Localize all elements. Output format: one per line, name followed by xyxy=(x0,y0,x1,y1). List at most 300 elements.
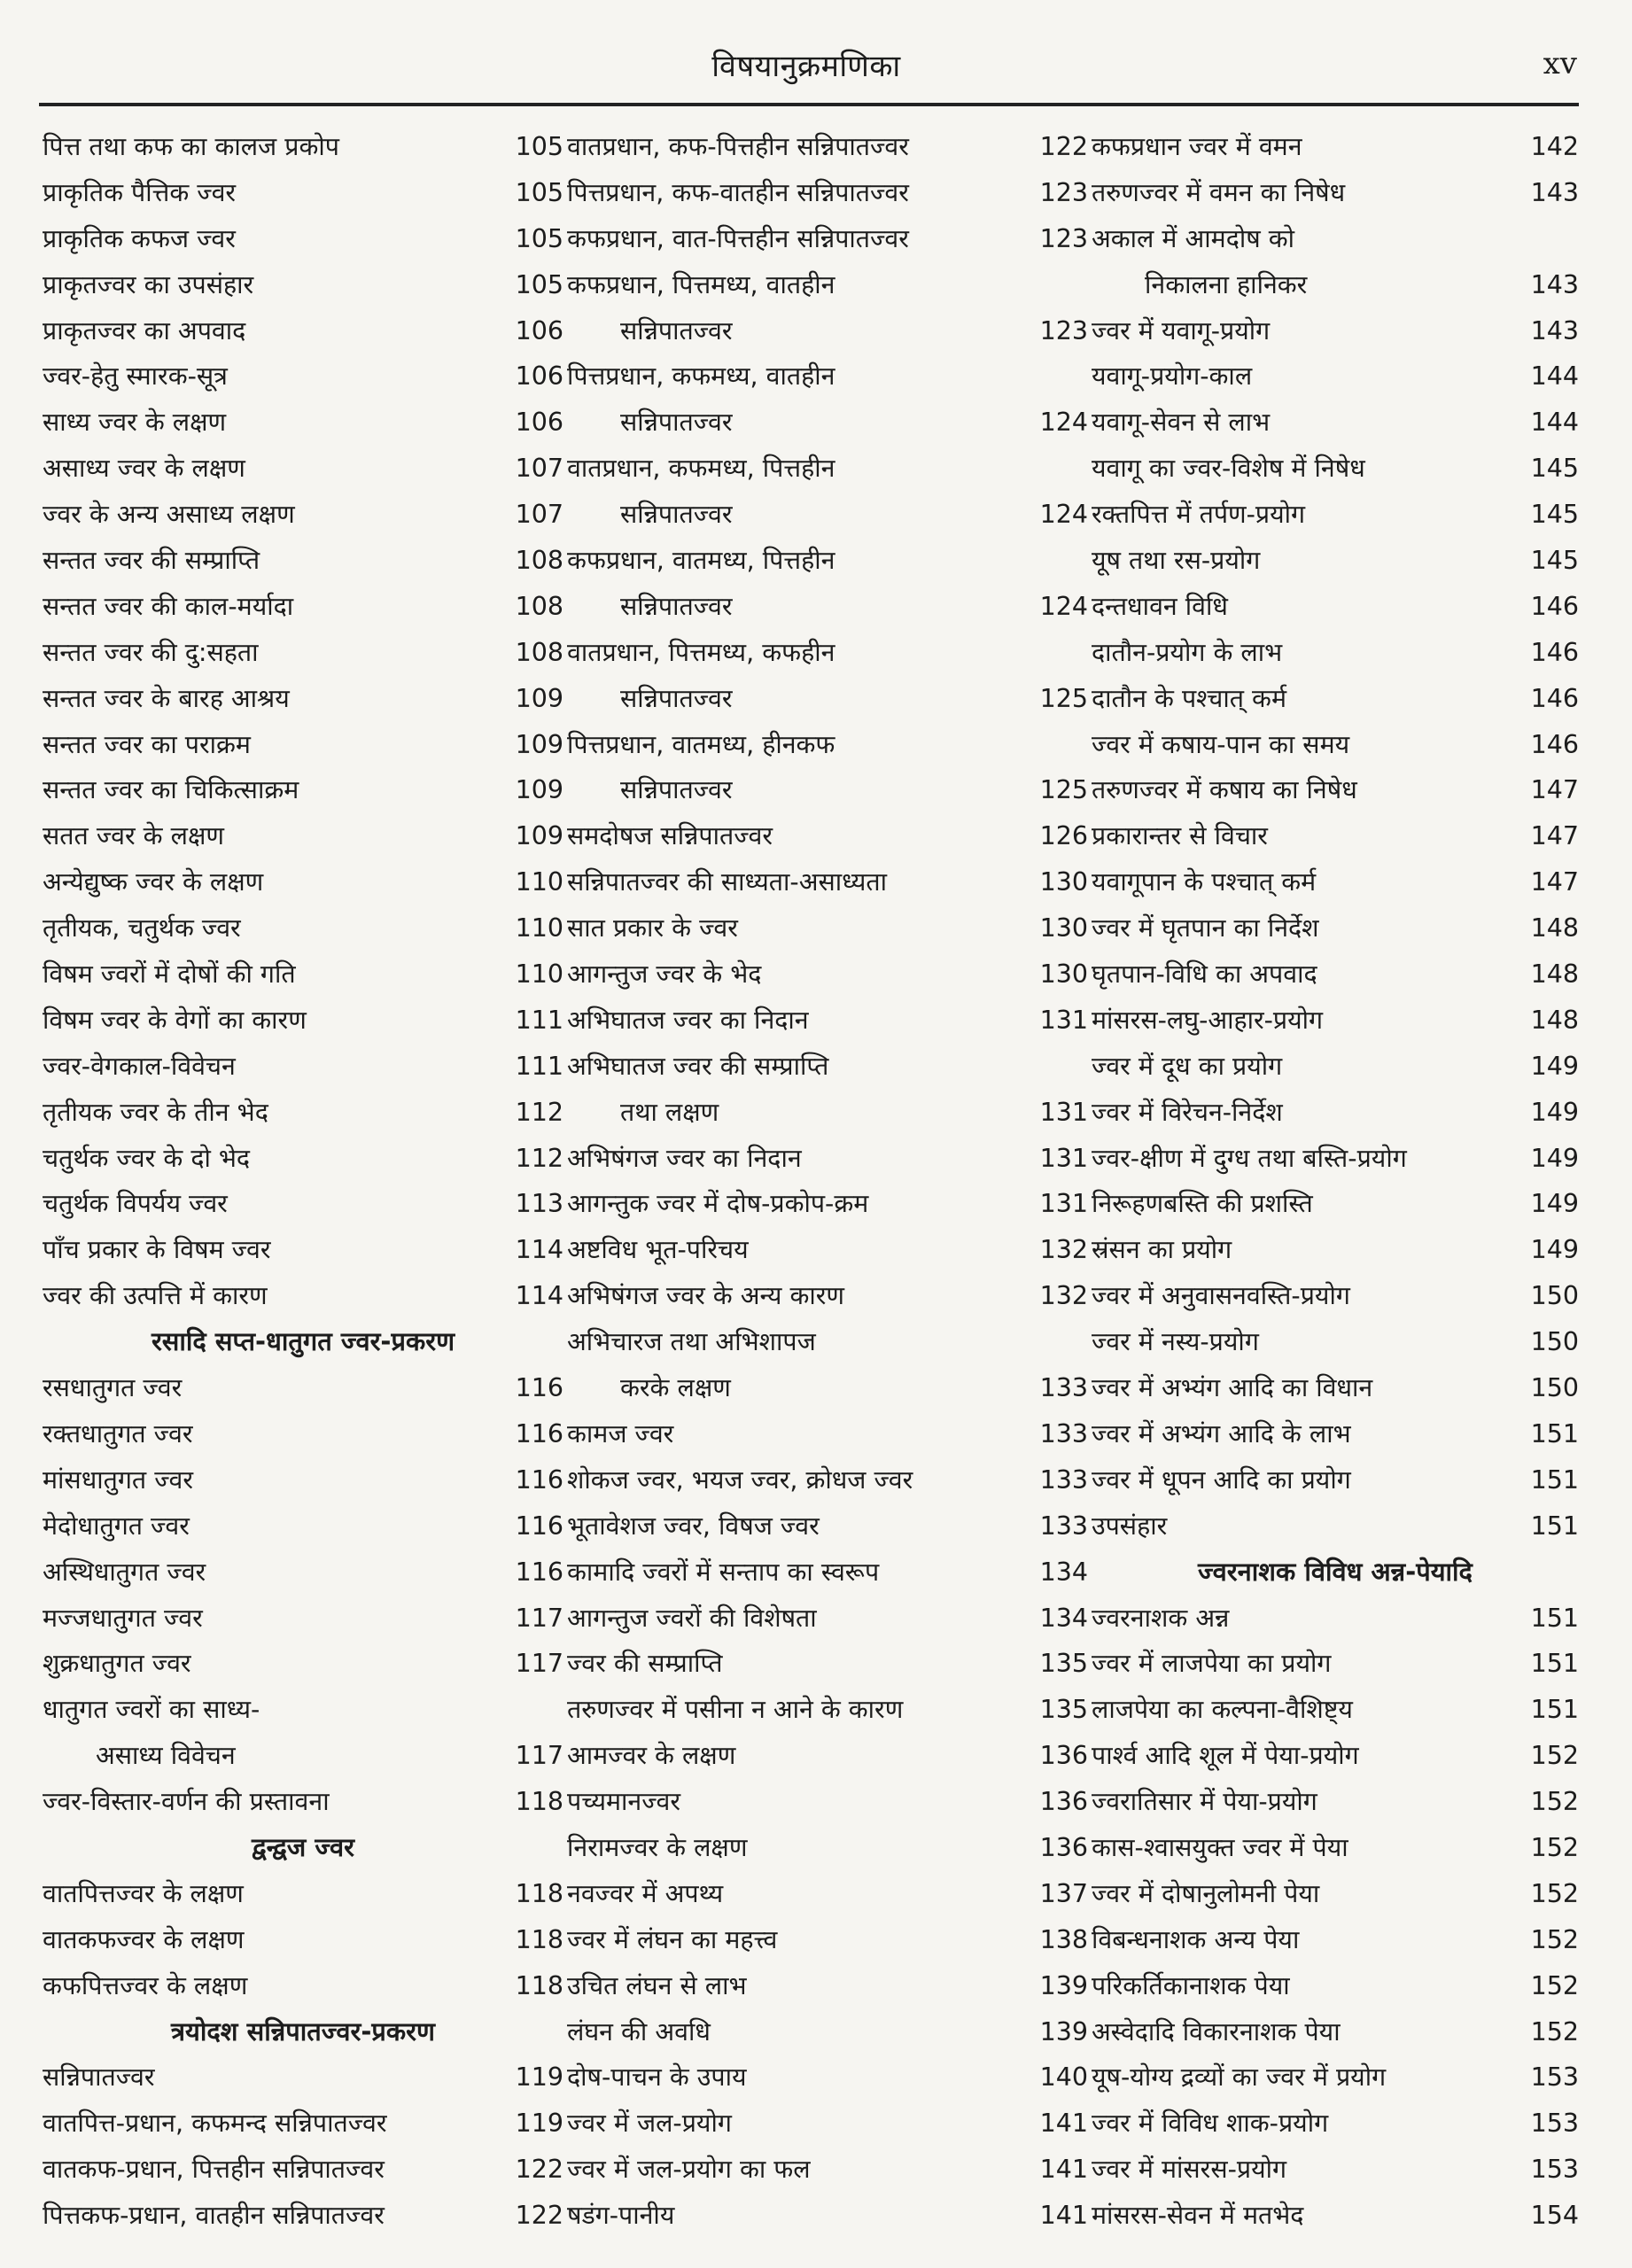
toc-entry-title: प्राकृतिक कफज ज्वर xyxy=(43,223,236,253)
toc-entry xyxy=(1092,1090,1579,1136)
toc-entry-page: 118 xyxy=(515,1970,563,2000)
toc-entry-title: ज्वर की उत्पत्ति में कारण xyxy=(43,1281,268,1311)
toc-entry-title: निरूहणबस्ति की प्रशस्ति xyxy=(1092,1189,1313,1219)
toc-entry-title: पित्तप्रधान, कफमध्य, वातहीन xyxy=(567,361,835,392)
toc-entry-page: 151 xyxy=(1530,1603,1579,1633)
toc-entry-title: ज्वर में दोषानुलोमनी पेया xyxy=(1092,1878,1320,1908)
toc-entry-title: तृतीयक, चतुर्थक ज्वर xyxy=(43,913,241,944)
toc-entry xyxy=(567,1273,1088,1319)
toc-entry xyxy=(567,1227,1088,1273)
toc-entry-page: 108 xyxy=(515,546,563,576)
toc-entry-page: 134 xyxy=(1039,1603,1088,1633)
toc-entry xyxy=(567,998,1088,1044)
toc-entry-page: 118 xyxy=(515,1878,563,1908)
toc-entry-title: सन्निपातज्वर xyxy=(620,500,733,530)
toc-entry xyxy=(567,308,1088,354)
toc-entry-title: ज्वर में घृतपान का निर्देश xyxy=(1092,913,1319,944)
toc-entry-page: 132 xyxy=(1039,1281,1088,1311)
toc-entry xyxy=(567,538,1088,584)
toc-entry-page: 135 xyxy=(1039,1695,1088,1725)
toc-entry-title: सन्तत ज्वर का पराक्रम xyxy=(43,729,251,759)
toc-entry xyxy=(43,124,563,170)
section-heading-text: रसादि सप्त-धातुगत ज्वर-प्रकरण xyxy=(151,1326,455,1357)
toc-entry-title: आमज्वर के लक्षण xyxy=(567,1741,736,1771)
toc-entry-page: 148 xyxy=(1530,913,1579,944)
toc-entry-page: 133 xyxy=(1039,1418,1088,1449)
page-title: विषयानुक्रमणिका xyxy=(711,49,901,84)
toc-entry xyxy=(567,767,1088,813)
toc-entry-title: पार्श्व आदि शूल में पेया-प्रयोग xyxy=(1092,1741,1359,1771)
toc-entry-page: 109 xyxy=(515,821,563,851)
toc-entry-page: 116 xyxy=(515,1557,563,1587)
toc-entry xyxy=(43,859,563,905)
toc-entry-page: 153 xyxy=(1530,2062,1579,2093)
toc-entry-page: 111 xyxy=(515,1051,563,1081)
toc-entry xyxy=(43,538,563,584)
toc-entry xyxy=(567,1044,1088,1090)
toc-entry xyxy=(43,905,563,951)
toc-entry-page: 152 xyxy=(1530,1741,1579,1771)
toc-entry-page: 146 xyxy=(1530,683,1579,713)
toc-entry-page: 119 xyxy=(515,2109,563,2139)
toc-entry-title: ज्वर में लंघन का महत्त्व xyxy=(567,1924,778,1954)
toc-entry-page: 134 xyxy=(1039,1557,1088,1587)
toc-entry-page: 116 xyxy=(515,1464,563,1495)
toc-entry-page: 108 xyxy=(515,591,563,621)
toc-entry xyxy=(43,951,563,998)
toc-entry xyxy=(567,2147,1088,2193)
toc-entry xyxy=(1092,1917,1579,1963)
toc-entry-title: कफप्रधान, वातमध्य, पित्तहीन xyxy=(567,546,835,576)
toc-entry xyxy=(567,813,1088,859)
toc-entry-page: 136 xyxy=(1039,1787,1088,1817)
toc-entry-page: 114 xyxy=(515,1235,563,1265)
toc-entry-title: करके लक्षण xyxy=(620,1373,731,1403)
toc-entry-page: 131 xyxy=(1039,1097,1088,1127)
toc-entry-page: 143 xyxy=(1530,269,1579,299)
toc-entry-title: रसधातुगत ज्वर xyxy=(43,1373,183,1403)
toc-entry-title: प्राकृतज्वर का अपवाद xyxy=(43,315,246,346)
toc-entry-page: 116 xyxy=(515,1511,563,1541)
toc-entry xyxy=(1092,1641,1579,1687)
toc-entry-page: 153 xyxy=(1530,2109,1579,2139)
section-heading xyxy=(1092,1550,1579,1596)
toc-entry-title: ज्वर में मांसरस-प्रयोग xyxy=(1092,2155,1287,2185)
toc-entry-title: ज्वर में धूपन आदि का प्रयोग xyxy=(1092,1464,1351,1495)
toc-entry xyxy=(1092,262,1579,308)
toc-entry-title: अभिषंगज ज्वर का निदान xyxy=(567,1143,802,1173)
toc-entry-page: 144 xyxy=(1530,361,1579,392)
toc-entry-page: 116 xyxy=(515,1373,563,1403)
toc-entry xyxy=(1092,1963,1579,2009)
toc-entry xyxy=(43,400,563,446)
toc-entry-page: 141 xyxy=(1039,2201,1088,2231)
toc-entry xyxy=(1092,1319,1579,1365)
toc-entry-page: 146 xyxy=(1530,637,1579,667)
toc-entry-title: ज्वर-क्षीण में दुग्ध तथा बस्ति-प्रयोग xyxy=(1092,1143,1407,1173)
toc-entry-page: 151 xyxy=(1530,1649,1579,1679)
toc-entry-title: वातप्रधान, कफमध्य, पित्तहीन xyxy=(567,454,835,484)
toc-entry-title: लाजपेया का कल्पना-वैशिष्ट्य xyxy=(1092,1695,1353,1725)
toc-entry-title: ज्वर में विरेचन-निर्देश xyxy=(1092,1097,1283,1127)
toc-entry xyxy=(43,630,563,676)
toc-entry xyxy=(43,1273,563,1319)
toc-entry xyxy=(1092,905,1579,951)
toc-entry-page: 152 xyxy=(1530,1924,1579,1954)
section-heading-text: ज्वरनाशक विविध अन्न-पेयादि xyxy=(1198,1556,1473,1587)
toc-entry-page: 133 xyxy=(1039,1464,1088,1495)
toc-entry-page: 135 xyxy=(1039,1649,1088,1679)
toc-entry xyxy=(1092,538,1579,584)
toc-entry-page: 122 xyxy=(515,2201,563,2231)
toc-entry xyxy=(43,2054,563,2101)
toc-entry xyxy=(1092,1779,1579,1825)
toc-entry xyxy=(43,492,563,538)
toc-entry-page: 138 xyxy=(1039,1924,1088,1954)
toc-entry-page: 125 xyxy=(1039,775,1088,805)
toc-entry xyxy=(43,353,563,400)
toc-entry xyxy=(567,1550,1088,1596)
toc-entry-page: 123 xyxy=(1039,177,1088,207)
page-number: xv xyxy=(1543,46,1577,82)
toc-entry xyxy=(1092,1273,1579,1319)
toc-entry-title: दोष-पाचन के उपाय xyxy=(567,2062,747,2093)
toc-entry-title: उपसंहार xyxy=(1092,1511,1168,1541)
toc-entry-title: उचित लंघन से लाभ xyxy=(567,1970,747,2000)
toc-entry-title: दातौन के पश्चात् कर्म xyxy=(1092,683,1286,713)
toc-entry xyxy=(1092,1044,1579,1090)
toc-entry xyxy=(1092,1136,1579,1182)
toc-entry-title: सन्निपातज्वर xyxy=(620,408,733,438)
toc-entry-title: पाँच प्रकार के विषम ज्वर xyxy=(43,1235,271,1265)
toc-entry-title: वातपित्तज्वर के लक्षण xyxy=(43,1878,244,1908)
toc-entry-title: ज्वर-वेगकाल-विवेचन xyxy=(43,1051,236,1081)
toc-entry-title: कफपित्तज्वर के लक्षण xyxy=(43,1970,248,2000)
toc-entry xyxy=(1092,170,1579,216)
toc-entry-page: 109 xyxy=(515,683,563,713)
toc-entry-page: 136 xyxy=(1039,1832,1088,1862)
toc-entry-page: 140 xyxy=(1039,2062,1088,2093)
section-heading-text: त्रयोदश सन्निपातज्वर-प्रकरण xyxy=(171,2016,435,2047)
toc-entry xyxy=(1092,584,1579,630)
toc-entry-title: कास-श्वासयुक्त ज्वर में पेया xyxy=(1092,1832,1348,1862)
toc-entry-title: अभिघातज ज्वर की सम्प्राप्ति xyxy=(567,1051,829,1081)
toc-entry-page: 105 xyxy=(515,269,563,299)
toc-entry-title: वातपित्त-प्रधान, कफमन्द सन्निपातज्वर xyxy=(43,2109,387,2139)
toc-entry-page: 109 xyxy=(515,775,563,805)
toc-entry xyxy=(567,1365,1088,1411)
toc-entry-title: मज्जधातुगत ज्वर xyxy=(43,1603,203,1633)
toc-entry-page: 143 xyxy=(1530,177,1579,207)
toc-entry xyxy=(43,1181,563,1227)
toc-entry xyxy=(1092,216,1579,262)
toc-entry xyxy=(567,2193,1088,2239)
toc-entry-page: 124 xyxy=(1039,500,1088,530)
toc-entry xyxy=(1092,767,1579,813)
toc-entry-title: सन्तत ज्वर की सम्प्राप्ति xyxy=(43,546,260,576)
toc-entry-page: 122 xyxy=(515,2155,563,2185)
toc-entry-title: पित्तप्रधान, कफ-वातहीन सन्निपातज्वर xyxy=(567,177,909,207)
toc-entry-page: 112 xyxy=(515,1143,563,1173)
toc-entry xyxy=(43,676,563,722)
toc-entry-title: सन्निपातज्वर xyxy=(43,2062,155,2093)
toc-entry-title: अभिचारज तथा अभिशापज xyxy=(567,1327,816,1357)
toc-entry xyxy=(43,584,563,630)
toc-entry-page: 109 xyxy=(515,729,563,759)
toc-entry-title: वातप्रधान, पित्तमध्य, कफहीन xyxy=(567,637,835,667)
toc-entry-page: 145 xyxy=(1530,454,1579,484)
toc-entry-title: कामज ज्वर xyxy=(567,1418,674,1449)
toc-entry-page: 122 xyxy=(1039,132,1088,161)
toc-entry-title: अष्टविध भूत-परिचय xyxy=(567,1235,749,1265)
toc-entry-title: आगन्तुज ज्वरों की विशेषता xyxy=(567,1603,817,1633)
toc-entry xyxy=(1092,722,1579,768)
toc-entry xyxy=(567,170,1088,216)
toc-entry-title: मांसधातुगत ज्वर xyxy=(43,1464,193,1495)
toc-entry-page: 126 xyxy=(1039,821,1088,851)
toc-entry xyxy=(43,1411,563,1457)
toc-entry-page: 152 xyxy=(1530,2016,1579,2047)
toc-entry-title: पित्तकफ-प्रधान, वातहीन सन्निपातज्वर xyxy=(43,2201,385,2231)
toc-entry-title: ज्वर में अनुवासनवस्ति-प्रयोग xyxy=(1092,1281,1350,1311)
toc-entry xyxy=(567,1963,1088,2009)
toc-entry xyxy=(567,1596,1088,1642)
section-heading-text: द्वन्द्वज ज्वर xyxy=(251,1831,354,1862)
toc-entry xyxy=(1092,492,1579,538)
toc-entry-title: अस्थिधातुगत ज्वर xyxy=(43,1557,206,1587)
toc-entry-title: ज्वर में अभ्यंग आदि का विधान xyxy=(1092,1373,1373,1403)
toc-entry xyxy=(43,1687,563,1733)
toc-entry xyxy=(43,1090,563,1136)
toc-entry-page: 105 xyxy=(515,223,563,253)
toc-entry xyxy=(567,353,1088,400)
toc-entry xyxy=(43,998,563,1044)
toc-entry-page: 145 xyxy=(1530,500,1579,530)
toc-entry xyxy=(43,1365,563,1411)
toc-entry-page: 110 xyxy=(515,959,563,990)
toc-entry xyxy=(1092,2054,1579,2101)
toc-entry-title: अस्वेदादि विकारनाशक पेया xyxy=(1092,2016,1341,2047)
toc-entry-title: सतत ज्वर के लक्षण xyxy=(43,821,224,851)
toc-entry xyxy=(567,124,1088,170)
toc-entry-title: ज्वर में लाजपेया का प्रयोग xyxy=(1092,1649,1332,1679)
toc-entry xyxy=(43,262,563,308)
toc-entry-page: 147 xyxy=(1530,867,1579,897)
toc-entry-title: सन्निपातज्वर xyxy=(620,775,733,805)
toc-entry xyxy=(567,1641,1088,1687)
toc-entry-title: यूष तथा रस-प्रयोग xyxy=(1092,546,1261,576)
toc-entry-title: कफप्रधान ज्वर में वमन xyxy=(1092,132,1302,161)
toc-entry-page: 116 xyxy=(515,1418,563,1449)
toc-entry xyxy=(567,2054,1088,2101)
toc-entry xyxy=(43,1136,563,1182)
toc-entry xyxy=(1092,1457,1579,1503)
toc-entry-title: साध्य ज्वर के लक्षण xyxy=(43,408,227,438)
toc-column-3 xyxy=(1092,124,1579,2239)
toc-entry xyxy=(1092,1733,1579,1779)
toc-entry xyxy=(43,1641,563,1687)
toc-entry-page: 149 xyxy=(1530,1097,1579,1127)
toc-entry-page: 152 xyxy=(1530,1832,1579,1862)
toc-entry-title: सन्निपातज्वर xyxy=(620,315,733,346)
toc-entry xyxy=(567,676,1088,722)
toc-entry-title: यवागू-प्रयोग-काल xyxy=(1092,361,1253,392)
toc-entry-page: 130 xyxy=(1039,959,1088,990)
toc-entry-page: 149 xyxy=(1530,1143,1579,1173)
toc-entry-title: ज्वर में जल-प्रयोग का फल xyxy=(567,2155,811,2185)
toc-entry-title: परिकर्तिकानाशक पेया xyxy=(1092,1970,1290,2000)
toc-entry xyxy=(43,1503,563,1550)
toc-entry xyxy=(1092,2101,1579,2147)
toc-entry-title: विषम ज्वर के वेगों का कारण xyxy=(43,1005,307,1035)
toc-entry xyxy=(1092,676,1579,722)
toc-entry-title: पित्तप्रधान, वातमध्य, हीनकफ xyxy=(567,729,835,759)
toc-entry xyxy=(567,2009,1088,2055)
toc-entry-page: 117 xyxy=(515,1741,563,1771)
toc-entry-title: ज्वर के अन्य असाध्य लक्षण xyxy=(43,500,295,530)
toc-entry xyxy=(43,1963,563,2009)
toc-entry-page: 112 xyxy=(515,1097,563,1127)
toc-entry-page: 153 xyxy=(1530,2155,1579,2185)
toc-entry-title: मांसरस-लघु-आहार-प्रयोग xyxy=(1092,1005,1324,1035)
toc-entry-title: पच्यमानज्वर xyxy=(567,1787,681,1817)
toc-entry-title: घृतपान-विधि का अपवाद xyxy=(1092,959,1317,990)
toc-entry-page: 133 xyxy=(1039,1373,1088,1403)
toc-entry-page: 148 xyxy=(1530,959,1579,990)
toc-entry xyxy=(43,1733,563,1779)
toc-entry xyxy=(43,170,563,216)
toc-entry xyxy=(43,216,563,262)
header-rule xyxy=(39,103,1579,106)
toc-entry xyxy=(567,630,1088,676)
toc-entry-title: यवागूपान के पश्चात् कर्म xyxy=(1092,867,1317,897)
toc-entry xyxy=(43,1779,563,1825)
toc-entry-title: रक्तधातुगत ज्वर xyxy=(43,1418,193,1449)
toc-entry-title: ज्वरनाशक अन्न xyxy=(1092,1603,1230,1633)
toc-entry-page: 154 xyxy=(1530,2201,1579,2231)
toc-entry-page: 147 xyxy=(1530,775,1579,805)
toc-entry xyxy=(1092,308,1579,354)
toc-entry-title: चतुर्थक ज्वर के दो भेद xyxy=(43,1143,251,1173)
toc-entry-title: षडंग-पानीय xyxy=(567,2201,675,2231)
toc-entry xyxy=(567,1779,1088,1825)
toc-entry-title: ज्वर में दूध का प्रयोग xyxy=(1092,1051,1283,1081)
toc-entry-page: 133 xyxy=(1039,1511,1088,1541)
toc-entry-title: सन्निपातज्वर की साध्यता-असाध्यता xyxy=(567,867,887,897)
toc-entry-page: 106 xyxy=(515,361,563,392)
toc-entry-title: शुक्रधातुगत ज्वर xyxy=(43,1649,191,1679)
toc-entry xyxy=(1092,1411,1579,1457)
toc-entry xyxy=(1092,1871,1579,1917)
toc-entry xyxy=(43,1596,563,1642)
section-heading xyxy=(43,1319,563,1365)
toc-entry xyxy=(43,722,563,768)
toc-entry-title: यूष-योग्य द्रव्यों का ज्वर में प्रयोग xyxy=(1092,2062,1387,2093)
toc-entry xyxy=(1092,1365,1579,1411)
toc-entry-page: 146 xyxy=(1530,591,1579,621)
toc-entry xyxy=(43,813,563,859)
toc-entry-title: विषम ज्वरों में दोषों की गति xyxy=(43,959,296,990)
toc-entry-page: 114 xyxy=(515,1281,563,1311)
toc-entry-page: 149 xyxy=(1530,1235,1579,1265)
toc-entry-page: 124 xyxy=(1039,408,1088,438)
toc-entry xyxy=(1092,2193,1579,2239)
toc-entry-title: कफप्रधान, पित्तमध्य, वातहीन xyxy=(567,269,835,299)
toc-entry xyxy=(567,1733,1088,1779)
toc-entry-page: 110 xyxy=(515,913,563,944)
toc-entry xyxy=(43,1044,563,1090)
toc-entry-title: ज्वर में नस्य-प्रयोग xyxy=(1092,1327,1259,1357)
toc-entry xyxy=(1092,1687,1579,1733)
toc-entry-page: 118 xyxy=(515,1787,563,1817)
toc-entry xyxy=(1092,124,1579,170)
toc-entry xyxy=(567,1871,1088,1917)
toc-entry-title: भूतावेशज ज्वर, विषज ज्वर xyxy=(567,1511,820,1541)
toc-entry xyxy=(1092,859,1579,905)
toc-entry-page: 108 xyxy=(515,637,563,667)
toc-entry xyxy=(43,1871,563,1917)
toc-entry-title: ज्वरातिसार में पेया-प्रयोग xyxy=(1092,1787,1317,1817)
toc-entry-title: सन्तत ज्वर का चिकित्साक्रम xyxy=(43,775,299,805)
toc-entry-page: 150 xyxy=(1530,1327,1579,1357)
toc-entry xyxy=(43,446,563,492)
toc-entry-title: ज्वर-हेतु स्मारक-सूत्र xyxy=(43,361,228,392)
toc-entry-title: ज्वर की सम्प्राप्ति xyxy=(567,1649,723,1679)
toc-entry-title: अभिषंगज ज्वर के अन्य कारण xyxy=(567,1281,845,1311)
toc-entry-title: लंघन की अवधि xyxy=(567,2016,711,2047)
toc-entry xyxy=(567,951,1088,998)
toc-entry xyxy=(567,1411,1088,1457)
toc-entry-page: 105 xyxy=(515,132,563,161)
toc-entry-title: तथा लक्षण xyxy=(620,1097,719,1127)
toc-entry-page: 141 xyxy=(1039,2109,1088,2139)
toc-entry xyxy=(1092,630,1579,676)
toc-entry-title: निरामज्वर के लक्षण xyxy=(567,1832,748,1862)
toc-column-2 xyxy=(567,124,1088,2239)
toc-entry-page: 106 xyxy=(515,315,563,346)
toc-entry-title: प्राकृतिक पैत्तिक ज्वर xyxy=(43,177,237,207)
toc-entry-page: 119 xyxy=(515,2062,563,2093)
toc-entry-page: 123 xyxy=(1039,315,1088,346)
toc-entry xyxy=(43,1227,563,1273)
toc-entry xyxy=(567,1825,1088,1871)
toc-entry xyxy=(567,446,1088,492)
toc-entry-page: 117 xyxy=(515,1603,563,1633)
toc-entry-title: मांसरस-सेवन में मतभेद xyxy=(1092,2201,1304,2231)
toc-entry-title: कामादि ज्वरों में सन्ताप का स्वरूप xyxy=(567,1557,880,1587)
toc-entry-title: अभिघातज ज्वर का निदान xyxy=(567,1005,809,1035)
toc-entry-title: शोकज ज्वर, भयज ज्वर, क्रोधज ज्वर xyxy=(567,1464,913,1495)
toc-entry-title: सात प्रकार के ज्वर xyxy=(567,913,738,944)
toc-entry xyxy=(1092,2009,1579,2055)
toc-entry xyxy=(567,584,1088,630)
toc-entry-page: 139 xyxy=(1039,1970,1088,2000)
toc-entry xyxy=(1092,1825,1579,1871)
toc-entry-page: 152 xyxy=(1530,1970,1579,2000)
toc-entry xyxy=(1092,2147,1579,2193)
toc-entry-title: आगन्तुक ज्वर में दोष-प्रकोप-क्रम xyxy=(567,1189,869,1219)
toc-entry-page: 143 xyxy=(1530,315,1579,346)
toc-entry-title: ज्वर में अभ्यंग आदि के लाभ xyxy=(1092,1418,1351,1449)
toc-entry-title: सन्निपातज्वर xyxy=(620,591,733,621)
section-heading xyxy=(43,1825,563,1871)
toc-entry-page: 142 xyxy=(1530,132,1579,161)
toc-entry xyxy=(567,400,1088,446)
toc-entry-page: 150 xyxy=(1530,1373,1579,1403)
toc-entry xyxy=(567,2101,1088,2147)
toc-entry-title: धातुगत ज्वरों का साध्य- xyxy=(43,1695,260,1725)
toc-entry-page: 131 xyxy=(1039,1189,1088,1219)
